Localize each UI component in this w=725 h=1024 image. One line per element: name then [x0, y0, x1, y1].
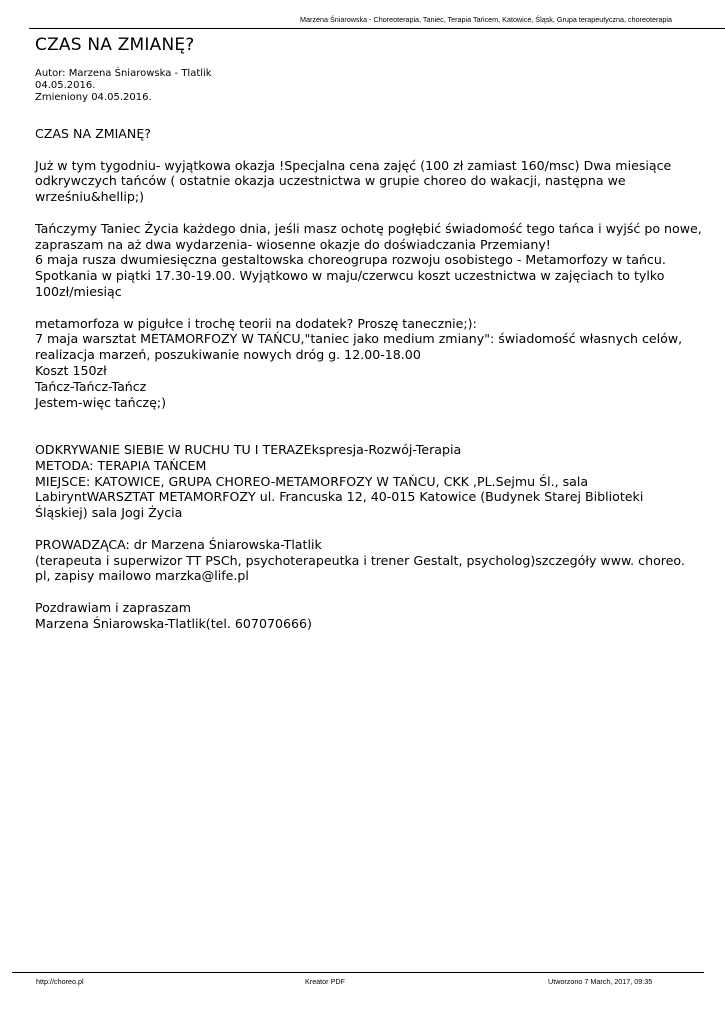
body-line: CZAS NA ZMIANĘ? — [35, 126, 151, 141]
body-line: LabiryntWARSZTAT METAMORFOZY ul. Francuska 12, 40-015 Katowice (Budynek Starej Biblioteki — [35, 489, 644, 505]
body-line: Śląskiej) sala Jogi Życia — [35, 505, 183, 521]
body-line: Koszt 150zł — [35, 362, 107, 378]
body-line — [35, 584, 705, 600]
body-line: Już w tym tygodniu- wyjątkowa okazja !Specjalna cena zajęć (100 zł zamiast 160/msc) Dwa miesiące — [35, 157, 672, 173]
body-line: odkrywczych tańców ( ostatnie okazja uczestnictwa w grupie choreo do wakacji, następna we — [35, 173, 626, 189]
body-line: Pozdrawiam i zapraszam — [35, 599, 192, 615]
body-line: wrześniu&hellip;) — [35, 189, 145, 205]
body-line: realizacja marzeń, poszukiwanie nowych dróg g. 12.00-18.00 — [35, 347, 421, 363]
footer-generator: Kreator PDF — [305, 977, 345, 986]
footer-url: http://choreo.pl — [36, 977, 84, 986]
body-line — [35, 142, 705, 158]
body-line — [35, 521, 705, 537]
body-line: zapraszam na aż dwa wydarzenia- wiosenne okazje do doświadczania Przemiany! — [35, 236, 551, 252]
running-header: Marzena Śniarowska - Choreoterapia, Taniec, Terapia Tańcem, Katowice, Śląsk, Grupa terapeutyczna, choreoterapia — [300, 15, 672, 24]
body-line: pl, zapisy mailowo marzka@life.pl — [35, 568, 249, 584]
body-line: Tańcz-Tańcz-Tańcz — [35, 378, 147, 394]
body-line: 6 maja rusza dwumiesięczna gestaltowska choreogrupa rozwoju osobistego - Metamorfozy w tańcu. — [35, 252, 666, 268]
body-line: METODA: TERAPIA TAŃCEM — [35, 457, 207, 473]
body-line: 7 maja warsztat METAMORFOZY W TAŃCU,"taniec jako medium zmiany": świadomość własnych celów, — [35, 331, 683, 347]
body-line: ODKRYWANIE SIEBIE W RUCHU TU I TERAZEkspresja-Rozwój-Terapia — [35, 441, 462, 457]
article-body — [35, 126, 705, 632]
page-title: CZAS NA ZMIANĘ? — [35, 35, 195, 55]
article-meta — [35, 68, 212, 104]
body-line: Jestem-więc tańczę;) — [35, 394, 167, 410]
body-line: PROWADZĄCA: dr Marzena Śniarowska-Tlatlik — [35, 536, 322, 552]
header-divider — [29, 28, 725, 29]
author-line: Autor: Marzena Śniarowska - Tlatlik — [35, 68, 212, 79]
body-line — [35, 426, 705, 442]
modified-date: Zmieniony 04.05.2016. — [35, 92, 152, 103]
body-line — [35, 410, 705, 426]
body-line: Tańczymy Taniec Życia każdego dnia, jeśli masz ochotę pogłębić świadomość tego tańca i wyjść po nowe, — [35, 220, 702, 236]
body-line — [35, 205, 705, 221]
body-line: (terapeuta i superwizor TT PSCh, psychoterapeutka i trener Gestalt, psycholog)szczegóły www. choreo. — [35, 552, 685, 568]
body-line: Spotkania w piątki 17.30-19.00. Wyjątkowo w maju/czerwcu koszt uczestnictwa w zajęciach to tylko — [35, 268, 665, 284]
footer-created: Utworzono 7 March, 2017, 09:35 — [548, 977, 653, 986]
body-line: MIEJSCE: KATOWICE, GRUPA CHOREO-METAMORFOZY W TAŃCU, CKK ,PL.Sejmu Śl., sala — [35, 473, 589, 489]
body-line — [35, 300, 705, 316]
body-line: 100zł/miesiąc — [35, 283, 122, 299]
footer-divider — [12, 972, 704, 973]
body-line: metamorfoza w pigułce i trochę teorii na dodatek? Proszę tanecznie;): — [35, 315, 477, 331]
body-line: Marzena Śniarowska-Tlatlik(tel. 607070666) — [35, 615, 312, 631]
publish-date: 04.05.2016. — [35, 80, 96, 91]
